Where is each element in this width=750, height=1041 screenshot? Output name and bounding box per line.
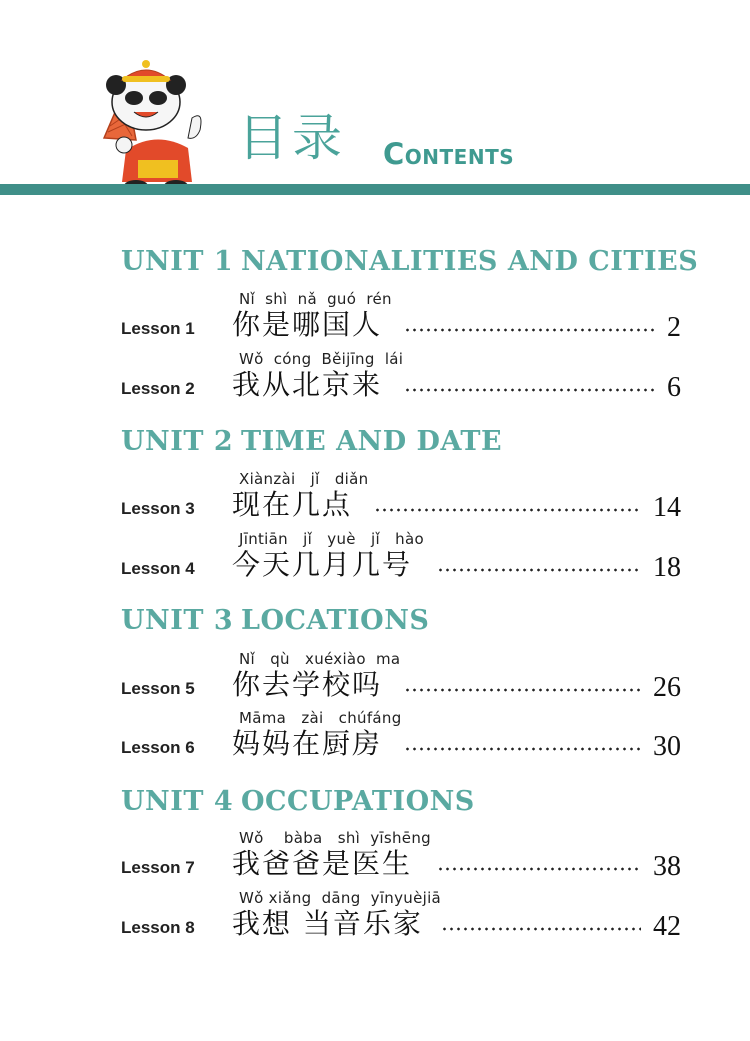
- lesson-pinyin: Wǒ bàba shì yīshēng: [239, 829, 431, 847]
- lesson-entry-8[interactable]: [121, 889, 681, 945]
- contents-title-english: Contents: [383, 137, 515, 171]
- lesson-title-chinese: 你是哪国人: [232, 308, 383, 341]
- dot-leader: [404, 747, 641, 751]
- lesson-page-number: 30: [653, 731, 681, 762]
- dot-leader: [404, 388, 655, 392]
- dot-leader: [404, 328, 655, 332]
- dot-leader: [374, 508, 641, 512]
- lesson-title-chinese: 现在几点: [232, 488, 353, 521]
- unit-title: OCCUPATIONS: [241, 786, 475, 817]
- unit-heading-4: [121, 786, 475, 817]
- lesson-label: Lesson 3: [121, 499, 195, 518]
- lesson-label: Lesson 4: [121, 559, 195, 578]
- lesson-title-chinese: 我想 当音乐家: [232, 907, 423, 940]
- lesson-page-number: 6: [667, 372, 681, 403]
- lesson-page-number: 14: [653, 492, 681, 523]
- lesson-pinyin: Nǐ qù xuéxiào ma: [239, 650, 401, 668]
- unit-number: UNIT 3: [121, 605, 234, 636]
- unit-number: UNIT 2: [121, 426, 234, 457]
- lesson-page-number: 42: [653, 911, 681, 942]
- panda-mascot-illustration: [96, 60, 216, 195]
- lesson-page-number: 26: [653, 672, 681, 703]
- unit-number: UNIT 1: [121, 246, 234, 277]
- lesson-label: Lesson 6: [121, 738, 195, 757]
- lesson-title-chinese: 我从北京来: [232, 368, 383, 401]
- dot-leader: [404, 688, 641, 692]
- dot-leader: [441, 927, 641, 931]
- page-header: [0, 0, 750, 205]
- unit-number: UNIT 4: [121, 786, 234, 817]
- lesson-label: Lesson 1: [121, 319, 195, 338]
- unit-heading-3: [121, 605, 429, 636]
- contents-title-chinese: 目录: [238, 109, 346, 167]
- lesson-title-chinese: 妈妈在厨房: [232, 727, 383, 760]
- dot-leader: [437, 568, 641, 572]
- unit-heading-2: [121, 426, 502, 457]
- lesson-entry-3[interactable]: [121, 470, 681, 526]
- lesson-label: Lesson 5: [121, 679, 195, 698]
- unit-title: TIME AND DATE: [241, 426, 503, 457]
- lesson-title-chinese: 你去学校吗: [232, 668, 383, 701]
- lesson-pinyin: Māma zài chúfáng: [239, 709, 402, 727]
- unit-heading-1: [121, 246, 698, 277]
- lesson-page-number: 18: [653, 552, 681, 583]
- lesson-entry-1[interactable]: [121, 290, 681, 346]
- lesson-entry-4[interactable]: [121, 530, 681, 586]
- lesson-page-number: 38: [653, 851, 681, 882]
- lesson-pinyin: Nǐ shì nǎ guó rén: [239, 290, 392, 308]
- header-divider-bar: [0, 184, 750, 195]
- lesson-pinyin: Xiànzài jǐ diǎn: [239, 470, 369, 488]
- lesson-page-number: 2: [667, 312, 681, 343]
- lesson-label: Lesson 8: [121, 918, 195, 937]
- lesson-entry-2[interactable]: [121, 350, 681, 406]
- dot-leader: [437, 867, 641, 871]
- lesson-pinyin: Wǒ cóng Běijīng lái: [239, 350, 404, 368]
- lesson-pinyin: Jīntiān jǐ yuè jǐ hào: [239, 530, 424, 548]
- unit-title: NATIONALITIES AND CITIES: [241, 246, 699, 277]
- lesson-label: Lesson 2: [121, 379, 195, 398]
- lesson-entry-5[interactable]: [121, 650, 681, 706]
- lesson-title-chinese: 今天几月几号: [232, 548, 413, 581]
- lesson-label: Lesson 7: [121, 858, 195, 877]
- lesson-title-chinese: 我爸爸是医生: [232, 847, 413, 880]
- lesson-entry-6[interactable]: [121, 709, 681, 765]
- unit-title: LOCATIONS: [241, 605, 430, 636]
- lesson-entry-7[interactable]: [121, 829, 681, 885]
- lesson-pinyin: Wǒ xiǎng dāng yīnyuèjiā: [239, 889, 442, 907]
